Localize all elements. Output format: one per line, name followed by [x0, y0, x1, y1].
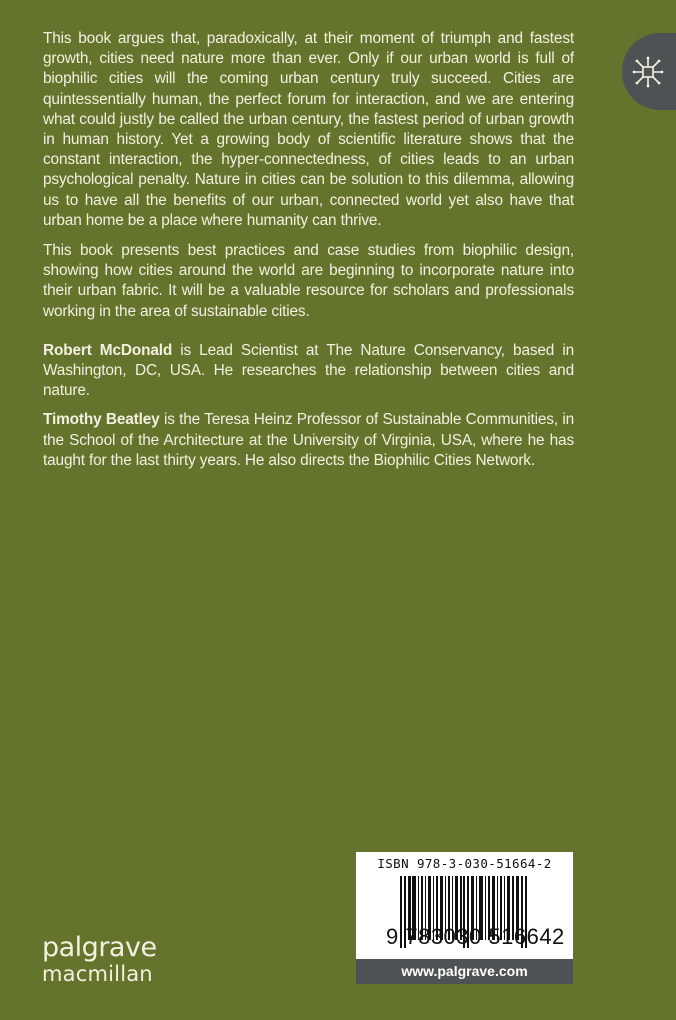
author-bio-text: is Lead Scientist at The Nature Conservancy, based in Washington, DC, USA. He researches the relationship between cities and nature. — [43, 341, 574, 400]
blurb-paragraph: This book argues that, paradoxically, at their moment of triumph and fastest growth, cities need nature more than ever. Only if our urban world is full of biophilic cities will the coming urban century truly succeed. Cities are quintessentially human, the perfect forum for interaction, and we are entering what could justly be called the urban century, the fastest period of urban growth in human history. Yet a growing body of scientific literature shows that the constant interaction, the hyper-connectedness, of cities leads to an urban psychological penalty. Nature in cities can be solution to this dilemma, allowing us to have all the benefits of our urban, connected world yet also have that urban home be a place where humanity can thrive. — [43, 30, 574, 229]
author-name: Timothy Beatley — [43, 411, 160, 429]
isbn-barcode-box — [356, 852, 573, 959]
springer-snowflake-icon — [631, 55, 665, 89]
author-bio-text: is the Teresa Heinz Professor of Sustainable Communities, in the School of the Architecture at the University of Virginia, USA, where he has taught for the last thirty years. He also directs the Biophilic Cities Network. — [43, 411, 574, 469]
author-name: Robert McDonald — [43, 341, 173, 359]
back-cover-blurb — [43, 29, 574, 480]
isbn-label: ISBN 978-3-030-51664-2 — [377, 856, 552, 871]
blurb-paragraph: This book presents best practices and case studies from biophilic design, showing how cities around the world are beginning to incorporate nature into their urban fabric. It will be a valuable resource for scholars and professionals working in the area of sustainable cities. — [43, 242, 574, 320]
publisher-badge — [622, 33, 676, 110]
palgrave-macmillan-logo — [42, 934, 157, 986]
logo-line-palgrave: palgrave — [42, 932, 157, 963]
author-bio — [43, 341, 574, 402]
logo-line-macmillan: macmillan — [42, 962, 153, 986]
barcode-digits: 9 783030 516642 — [386, 924, 565, 949]
publisher-url: www.palgrave.com — [356, 959, 573, 984]
author-bio — [43, 410, 574, 471]
